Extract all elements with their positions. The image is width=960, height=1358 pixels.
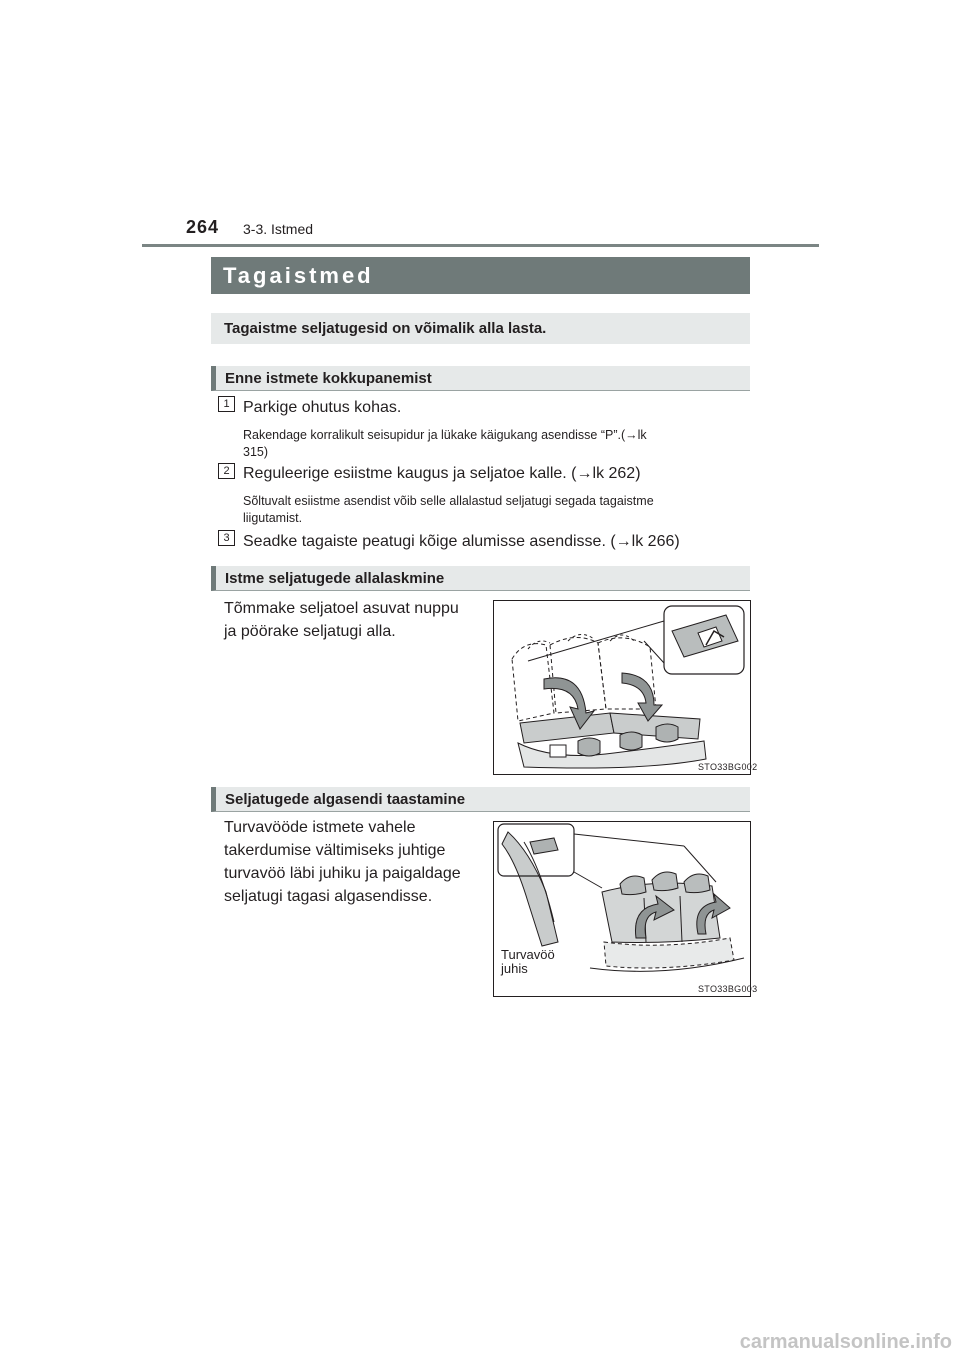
- header-divider: [142, 244, 819, 247]
- step-2-note-line-2: liigutamist.: [243, 511, 303, 525]
- step-2-note-line-1: Sõltuvalt esiistme asendist võib selle allalastud seljatugi segada tagaistme: [243, 494, 654, 508]
- step-3-text: Seadke tagaiste peatugi kõige alumisse asendisse. (→lk 266): [243, 533, 680, 550]
- step-1-note-line-2: 315): [243, 445, 269, 459]
- lowering-instructions: [224, 597, 478, 643]
- seatback-lowering-illustration: [494, 601, 758, 774]
- step-1-text: Parkige ohutus kohas.: [243, 399, 402, 416]
- step-2-text: Reguleerige esiistme kaugus ja seljatoe kalle. (→lk 262): [243, 465, 641, 482]
- step-number-1: 1: [218, 396, 235, 412]
- step-number-2: 2: [218, 463, 235, 479]
- callout-belt-guide-line-1: Turvavöö: [501, 947, 555, 962]
- lowering-line-2: ja pöörake seljatugi alla.: [224, 623, 396, 640]
- section-reference: 3-3. Istmed: [243, 221, 314, 237]
- section-heading-before: Enne istmete kokkupanemist: [211, 366, 750, 391]
- step-2-note: [243, 493, 750, 527]
- page-title: Tagaistmed: [211, 257, 750, 294]
- page-number: 264: [186, 217, 220, 237]
- restoring-line-3: turvavöö läbi juhiku ja paigaldage: [224, 865, 461, 882]
- seatback-restoring-illustration: [494, 822, 758, 996]
- restoring-line-2: takerdumise vältimiseks juhtige: [224, 842, 446, 859]
- figure-lowering-seatbacks: [493, 600, 758, 775]
- figure-code-restoring: STO33BG003: [698, 984, 758, 994]
- step-number-3: 3: [218, 530, 235, 546]
- watermark: carmanualsonline.info: [739, 1331, 952, 1353]
- restoring-line-4: seljatugi tagasi algasendisse.: [224, 888, 433, 905]
- section-heading-lowering: Istme seljatugede allalaskmine: [211, 566, 750, 591]
- callout-belt-guide-line-2: juhis: [501, 961, 528, 976]
- restoring-line-1: Turvavööde istmete vahele: [224, 819, 416, 836]
- section-heading-restoring: Seljatugede algasendi taastamine: [211, 787, 750, 812]
- intro-summary: Tagaistme seljatugesid on võimalik alla lasta.: [211, 313, 750, 344]
- step-1-note: [243, 427, 750, 461]
- step-1-note-line-1: Rakendage korralikult seisupidur ja lükake käigukang asendisse “P”.(→lk: [243, 428, 647, 442]
- restoring-instructions: [224, 816, 478, 908]
- figure-restoring-seatbacks: [493, 821, 758, 997]
- figure-code-lowering: STO33BG002: [698, 762, 758, 772]
- lowering-line-1: Tõmmake seljatoel asuvat nuppu: [224, 600, 459, 617]
